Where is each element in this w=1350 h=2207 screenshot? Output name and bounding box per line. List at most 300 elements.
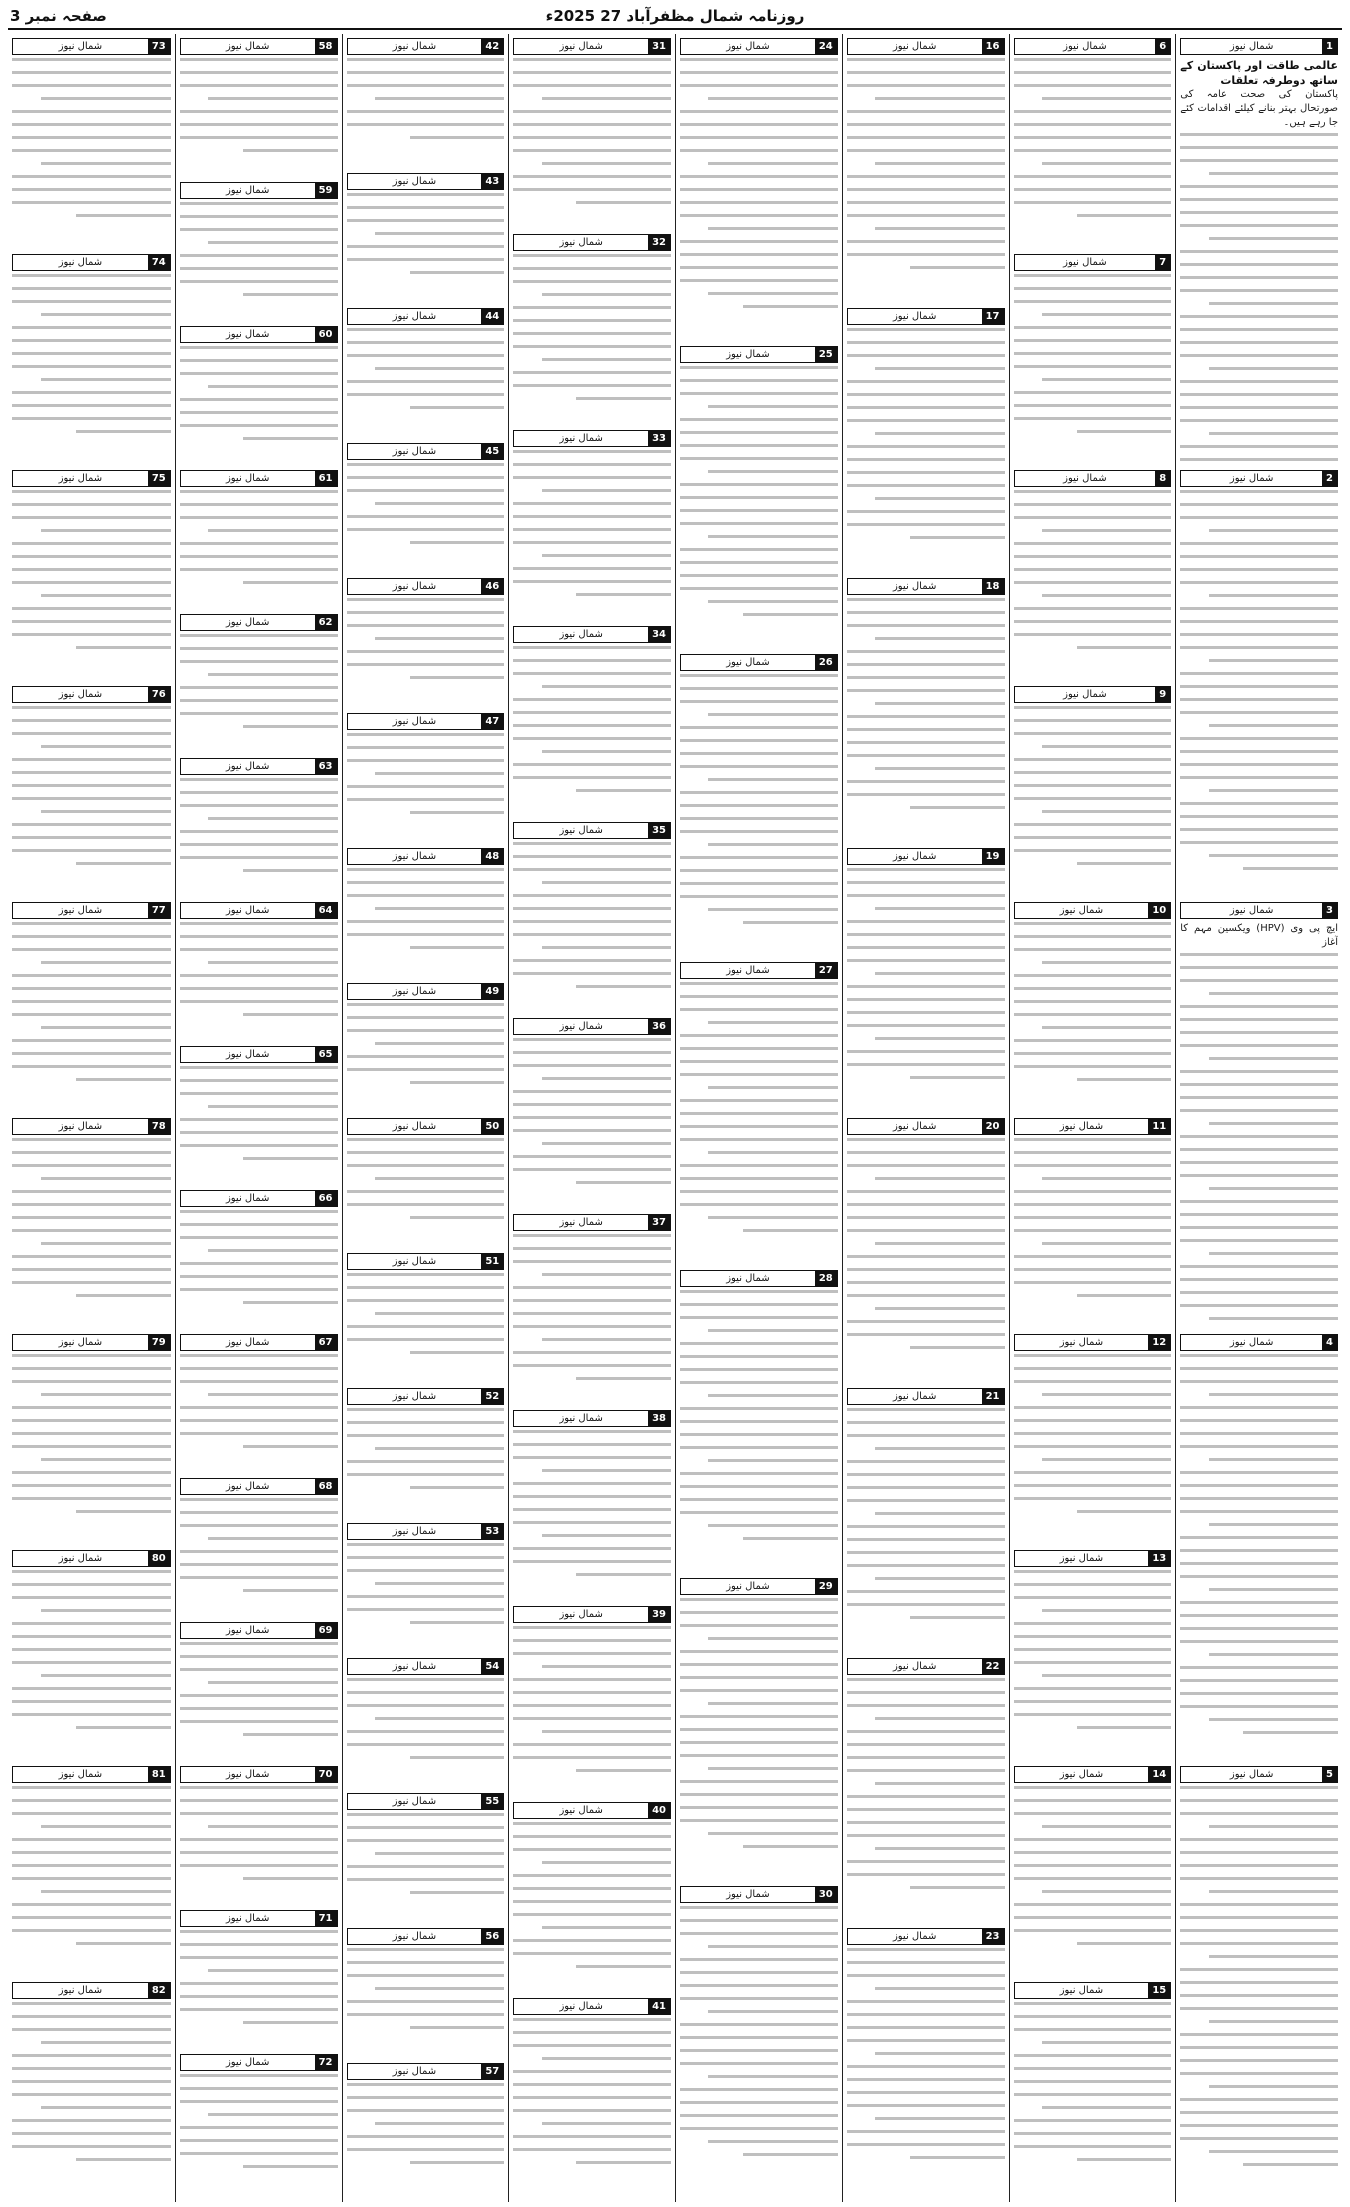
news-story [680, 1576, 838, 1878]
text-line [347, 393, 505, 396]
text-line [513, 2031, 671, 2034]
body-text-lines [347, 58, 505, 139]
text-line [1180, 1601, 1338, 1604]
text-line [12, 1864, 171, 1867]
text-line [1014, 1583, 1172, 1586]
text-line [347, 1865, 505, 1868]
text-line [910, 1346, 1005, 1349]
text-line [680, 869, 838, 872]
text-line [680, 1997, 838, 2000]
text-line [847, 1860, 1005, 1863]
text-line [1014, 84, 1172, 87]
text-line [243, 1013, 338, 1016]
text-line [180, 1367, 338, 1370]
text-line [1014, 123, 1172, 126]
text-line [41, 97, 171, 100]
text-line [847, 1808, 1005, 1811]
text-line [875, 1307, 1004, 1310]
news-column [175, 34, 342, 2202]
text-line [576, 1377, 671, 1380]
story-number-badge: 10 [1148, 903, 1170, 918]
story-slug [847, 1658, 1005, 1675]
text-line [680, 123, 838, 126]
story-slug [1014, 254, 1172, 271]
text-line [1209, 302, 1338, 305]
text-line [680, 1793, 838, 1796]
text-line [847, 1564, 1005, 1567]
story-number-badge: 37 [648, 1215, 670, 1230]
text-line [542, 1534, 671, 1537]
story-slug [847, 308, 1005, 325]
text-line [680, 418, 838, 421]
text-line [847, 1873, 1005, 1876]
text-line [1014, 1864, 1172, 1867]
text-line [542, 1730, 671, 1733]
text-line [410, 2026, 505, 2029]
text-line [576, 1769, 671, 1772]
text-line [513, 463, 671, 466]
story-slug-label: شمال نیوز [225, 2057, 270, 2068]
body-text-lines [12, 706, 171, 865]
text-line [1180, 776, 1338, 779]
text-line [243, 1733, 338, 1736]
text-line [680, 509, 838, 512]
text-line [708, 97, 837, 100]
text-line [1014, 339, 1172, 342]
story-number-badge: 4 [1322, 1335, 1337, 1350]
text-line [1180, 1380, 1338, 1383]
text-line [41, 1458, 171, 1461]
text-line [542, 2057, 671, 2060]
text-line [1014, 1445, 1172, 1448]
text-line [513, 842, 671, 845]
text-line [1209, 854, 1338, 857]
text-line [847, 1974, 1005, 1977]
text-line [12, 948, 171, 951]
story-slug-label: شمال نیوز [1063, 473, 1107, 484]
news-columns [8, 34, 1342, 2202]
text-line [1180, 802, 1338, 805]
text-line [1180, 633, 1338, 636]
text-line [1014, 1138, 1172, 1141]
body-text-lines [347, 1813, 505, 1894]
text-line [180, 2074, 338, 2077]
text-line [1180, 1070, 1338, 1073]
text-line [680, 817, 838, 820]
text-line [680, 1650, 838, 1653]
text-line [180, 411, 338, 414]
text-line [12, 797, 171, 800]
text-line [513, 672, 671, 675]
story-number-badge: 5 [1322, 1767, 1337, 1782]
text-line [1042, 1674, 1171, 1677]
text-line [347, 1608, 505, 1611]
text-line [708, 908, 837, 911]
text-line [1077, 862, 1172, 865]
story-slug-label: شمال نیوز [559, 1217, 603, 1228]
text-line [1209, 1523, 1338, 1526]
text-line [513, 345, 671, 348]
text-line [1180, 289, 1338, 292]
text-line [542, 946, 671, 949]
text-line [708, 227, 837, 230]
text-line [12, 987, 171, 990]
story-slug-label: شمال نیوز [559, 1805, 603, 1816]
story-number-badge: 72 [315, 2055, 337, 2070]
text-line [708, 162, 837, 165]
text-line [180, 555, 338, 558]
text-line [12, 1635, 171, 1638]
text-line [1180, 198, 1338, 201]
text-line [1180, 1942, 1338, 1945]
text-line [513, 1691, 671, 1694]
story-number-badge: 74 [148, 255, 170, 270]
news-story [1014, 1116, 1172, 1326]
story-slug-label: شمال نیوز [1229, 41, 1274, 52]
text-line [542, 1273, 671, 1276]
news-story [1014, 1980, 1172, 2190]
text-line [513, 502, 671, 505]
news-column [1175, 34, 1342, 2202]
text-line [180, 2139, 338, 2142]
text-line [875, 1242, 1004, 1245]
text-line [347, 1704, 505, 1707]
text-line [847, 58, 1005, 61]
text-line [1180, 542, 1338, 545]
body-text-lines [513, 1038, 671, 1184]
text-line [847, 1138, 1005, 1141]
text-line [180, 359, 338, 362]
text-line [410, 811, 505, 814]
story-slug-label: شمال نیوز [892, 311, 937, 322]
text-line [41, 1825, 171, 1828]
body-text-lines [347, 1408, 505, 1489]
news-story [347, 306, 505, 435]
story-slug [1180, 38, 1338, 55]
text-line [1014, 771, 1172, 774]
text-line [875, 1177, 1004, 1180]
text-line [513, 384, 671, 387]
text-line [680, 561, 838, 564]
text-line [1014, 922, 1172, 925]
story-number-badge: 64 [315, 903, 337, 918]
text-line [513, 1639, 671, 1642]
story-slug [513, 626, 671, 643]
text-line [243, 581, 338, 584]
text-line [513, 1652, 671, 1655]
text-line [1180, 1109, 1338, 1112]
text-line [513, 280, 671, 283]
text-line [680, 1112, 838, 1115]
text-line [1180, 568, 1338, 571]
text-line [513, 659, 671, 662]
story-slug-label: شمال نیوز [58, 689, 103, 700]
text-line [708, 1329, 837, 1332]
text-line [1180, 1799, 1338, 1802]
text-line [708, 1459, 837, 1462]
body-text-lines [1014, 1786, 1172, 1945]
text-line [12, 1661, 171, 1664]
text-line [513, 1626, 671, 1629]
text-line [513, 188, 671, 191]
text-line [180, 1694, 338, 1697]
text-line [847, 1704, 1005, 1707]
text-line [1180, 250, 1338, 253]
text-line [375, 97, 504, 100]
text-line [347, 1029, 505, 1032]
text-line [180, 686, 338, 689]
text-line [1180, 276, 1338, 279]
body-text-lines [513, 58, 671, 204]
story-slug-label: شمال نیوز [726, 1889, 770, 1900]
body-text-lines [347, 598, 505, 679]
story-number-badge: 51 [481, 1254, 503, 1269]
text-line [847, 110, 1005, 113]
text-line [1180, 1291, 1338, 1294]
text-line [513, 1704, 671, 1707]
text-line [41, 162, 171, 165]
text-line [375, 1852, 504, 1855]
text-line [847, 1229, 1005, 1232]
story-number-badge: 63 [315, 759, 337, 774]
body-text-lines [513, 842, 671, 988]
text-line [847, 2130, 1005, 2133]
text-line [513, 1822, 671, 1825]
text-line [1014, 1039, 1172, 1042]
story-slug [12, 1334, 171, 1351]
text-line [12, 1570, 171, 1573]
news-story [513, 820, 671, 1010]
text-line [12, 1648, 171, 1651]
text-line [680, 1624, 838, 1627]
story-slug-label: شمال نیوز [58, 1121, 103, 1132]
text-line [875, 162, 1004, 165]
text-line [347, 84, 505, 87]
story-slug-label: شمال نیوز [225, 617, 270, 628]
text-line [680, 279, 838, 282]
text-line [847, 380, 1005, 383]
text-line [513, 855, 671, 858]
text-line [410, 1081, 505, 1084]
text-line [847, 393, 1005, 396]
text-line [680, 2036, 838, 2039]
story-slug-label: شمال نیوز [559, 629, 603, 640]
text-line [12, 1583, 171, 1586]
text-line [180, 424, 338, 427]
text-line [12, 300, 171, 303]
text-line [847, 1590, 1005, 1593]
text-line [680, 1303, 838, 1306]
text-line [513, 267, 671, 270]
story-slug-label: شمال نیوز [892, 581, 937, 592]
body-text-lines [180, 1642, 338, 1736]
text-line [1014, 391, 1172, 394]
text-line [180, 843, 338, 846]
news-story [1180, 1764, 1338, 2190]
text-line [542, 97, 671, 100]
text-line [12, 849, 171, 852]
news-story [12, 1764, 171, 1974]
text-line [847, 1525, 1005, 1528]
story-number-badge: 75 [148, 471, 170, 486]
body-text-lines [680, 982, 838, 1232]
body-text-lines [180, 202, 338, 296]
text-line [1014, 948, 1172, 951]
text-line [180, 1406, 338, 1409]
text-line [680, 739, 838, 742]
text-line [847, 1795, 1005, 1798]
body-text-lines [847, 1678, 1005, 1889]
story-slug [12, 254, 171, 271]
text-line [347, 881, 505, 884]
story-number-badge: 57 [481, 2064, 503, 2079]
story-slug-label: شمال نیوز [392, 716, 437, 727]
text-line [347, 245, 505, 248]
text-line [1180, 828, 1338, 831]
text-line [1014, 2145, 1172, 2148]
text-line [1014, 1281, 1172, 1284]
text-line [680, 1368, 838, 1371]
text-line [1180, 953, 1338, 956]
story-slug-label: شمال نیوز [1229, 1337, 1274, 1348]
body-text-lines [12, 922, 171, 1081]
text-line [875, 2117, 1004, 2120]
text-line [1014, 1812, 1172, 1815]
story-number-badge: 59 [315, 183, 337, 198]
text-line [847, 1538, 1005, 1541]
news-story [180, 756, 338, 894]
text-line [180, 1066, 338, 1069]
story-number-badge: 33 [648, 431, 670, 446]
text-line [12, 201, 171, 204]
text-line [180, 1498, 338, 1501]
body-text-lines [12, 1786, 171, 1945]
text-line [1209, 1825, 1338, 1828]
text-line [1209, 992, 1338, 995]
news-story [847, 1116, 1005, 1380]
text-line [1042, 2041, 1171, 2044]
body-text-lines [513, 646, 671, 792]
story-slug [1014, 1550, 1172, 1567]
story-slug [1180, 902, 1338, 919]
text-line [12, 71, 171, 74]
story-number-badge: 81 [148, 1767, 170, 1782]
text-line [180, 1812, 338, 1815]
news-story [513, 428, 671, 618]
story-number-badge: 8 [1155, 471, 1170, 486]
story-slug [347, 1523, 505, 1540]
story-slug [347, 443, 505, 460]
body-text-lines [1180, 1786, 1338, 2166]
text-line [708, 2140, 837, 2143]
text-line [847, 1281, 1005, 1284]
story-number-badge: 77 [148, 903, 170, 918]
text-line [1180, 393, 1338, 396]
text-line [1014, 2028, 1172, 2031]
text-line [513, 567, 671, 570]
text-line [1180, 2033, 1338, 2036]
text-line [12, 417, 171, 420]
text-line [875, 1577, 1004, 1580]
text-line [12, 555, 171, 558]
text-line [1180, 1575, 1338, 1578]
text-line [513, 541, 671, 544]
text-line [1180, 711, 1338, 714]
text-line [1180, 1161, 1338, 1164]
text-line [12, 1445, 171, 1448]
text-line [375, 772, 504, 775]
body-text-lines [513, 254, 671, 400]
text-line [680, 1932, 838, 1935]
text-line [12, 1786, 171, 1789]
text-line [347, 2148, 505, 2151]
text-line [847, 1473, 1005, 1476]
text-line [1180, 1786, 1338, 1789]
text-line [1180, 1265, 1338, 1268]
text-line [410, 2161, 505, 2164]
story-slug [12, 1766, 171, 1783]
news-column [1009, 34, 1176, 2202]
text-line [1180, 646, 1338, 649]
text-line [180, 1563, 338, 1566]
text-line [41, 1026, 171, 1029]
body-text-lines [180, 1066, 338, 1160]
text-line [347, 1164, 505, 1167]
text-line [680, 214, 838, 217]
text-line [743, 921, 838, 924]
text-line [347, 1691, 505, 1694]
news-story [513, 1800, 671, 1990]
text-line [1014, 1065, 1172, 1068]
story-slug [513, 1214, 671, 1231]
news-story [513, 1016, 671, 1206]
text-line [410, 406, 505, 409]
body-text-lines [1014, 2002, 1172, 2161]
text-line [680, 1806, 838, 1809]
text-line [1014, 352, 1172, 355]
text-line [347, 1273, 505, 1276]
body-text-lines [347, 1003, 505, 1084]
news-story [847, 846, 1005, 1110]
text-line [1180, 1497, 1338, 1500]
text-line [347, 1016, 505, 1019]
text-line [208, 1537, 337, 1540]
news-story [1180, 468, 1338, 894]
text-line [1180, 698, 1338, 701]
text-line [1209, 2085, 1338, 2088]
text-line [708, 1767, 837, 1770]
body-text-lines [847, 598, 1005, 809]
story-slug-label: شمال نیوز [892, 1661, 937, 1672]
text-line [347, 1068, 505, 1071]
text-line [513, 1129, 671, 1132]
text-line [680, 1073, 838, 1076]
body-text-lines [513, 2018, 671, 2164]
text-line [12, 1596, 171, 1599]
news-story [847, 576, 1005, 840]
text-line [847, 354, 1005, 357]
text-line [180, 1655, 338, 1658]
text-line [347, 1948, 505, 1951]
text-line [180, 346, 338, 349]
text-line [680, 1728, 838, 1731]
text-line [410, 946, 505, 949]
body-text-lines [847, 868, 1005, 1079]
text-line [1209, 1588, 1338, 1591]
text-line [12, 136, 171, 139]
news-story [180, 324, 338, 462]
body-text-lines [1014, 490, 1172, 649]
